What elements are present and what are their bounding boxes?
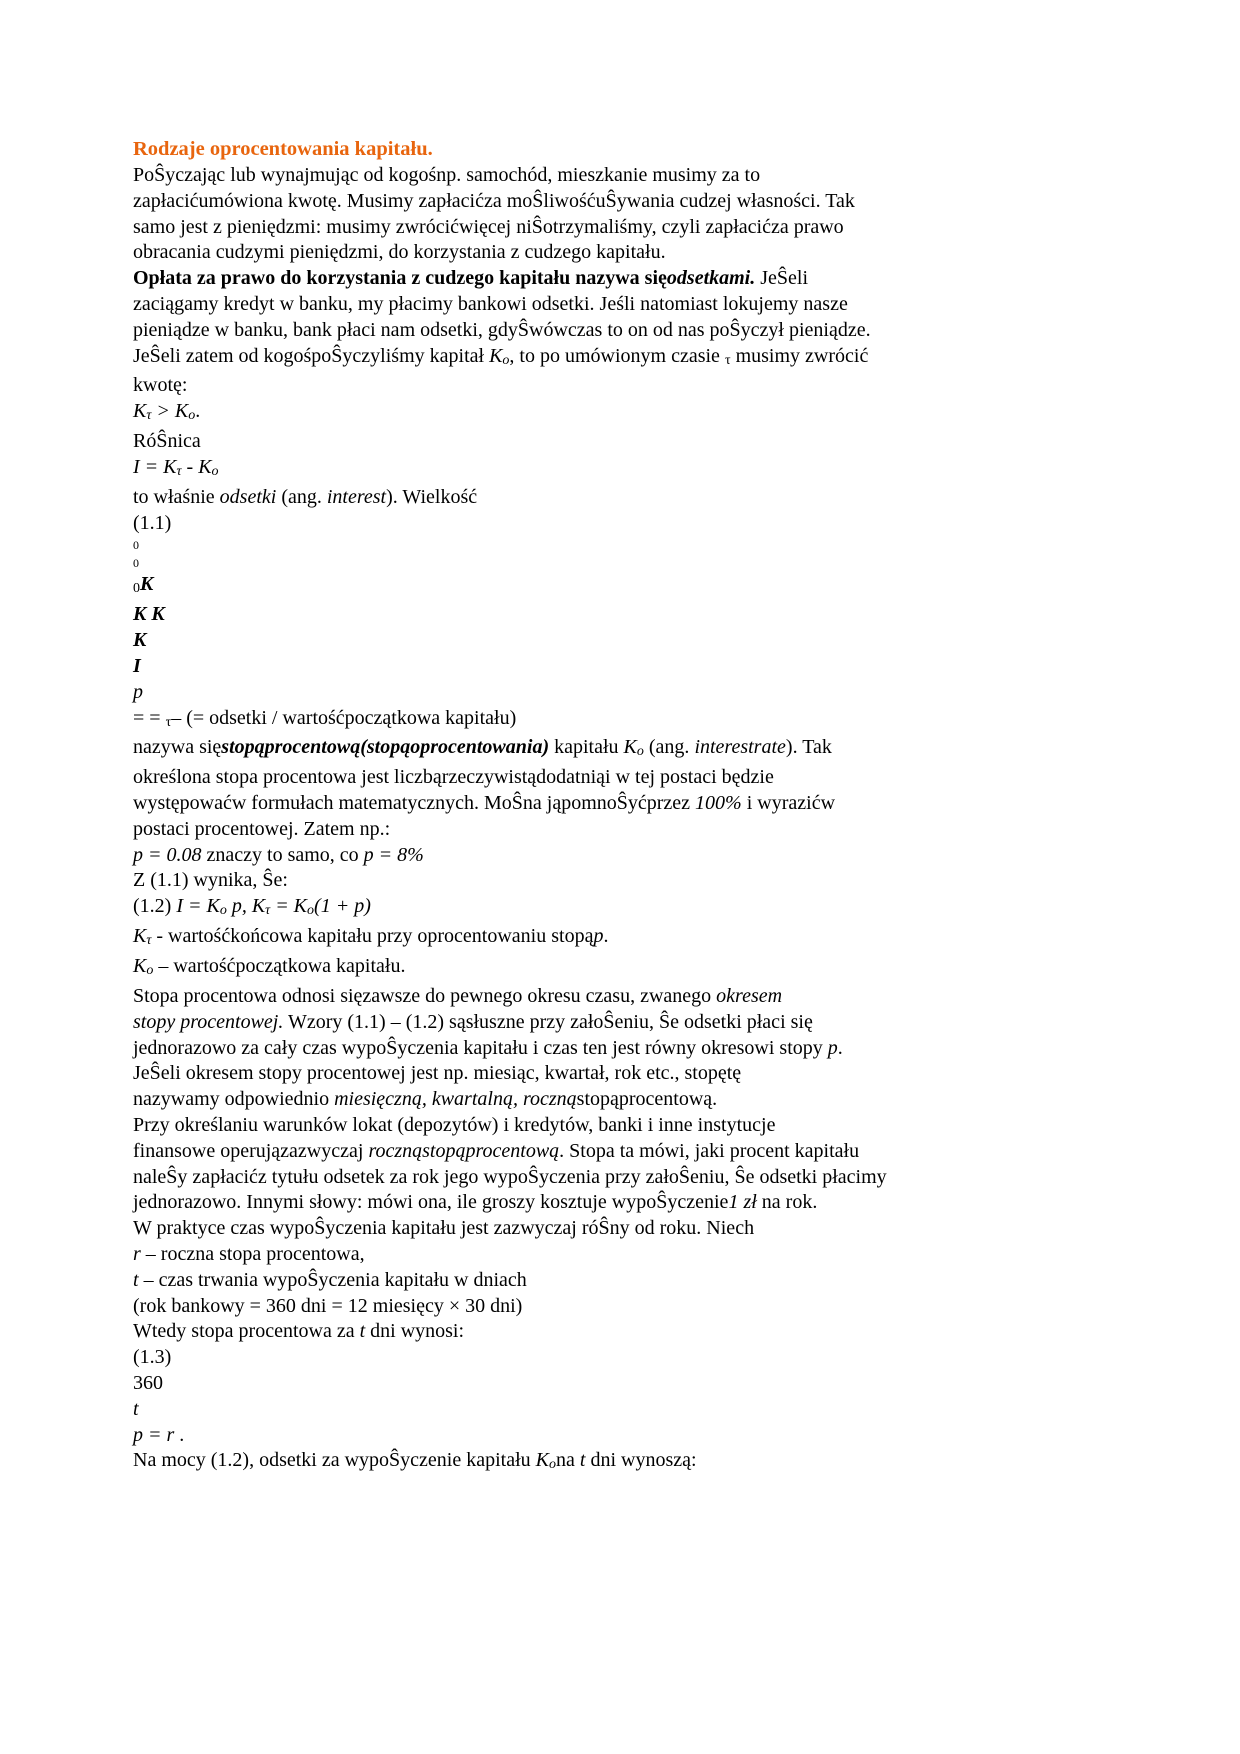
text-line bbox=[133, 455, 1133, 485]
text-segment: kwotę: bbox=[133, 374, 188, 397]
text-segment: odsetki bbox=[219, 485, 277, 508]
text-segment: t bbox=[133, 1268, 139, 1291]
text-segment: na rok. bbox=[756, 1191, 818, 1214]
text-line bbox=[133, 1061, 1133, 1087]
text-segment: K bbox=[133, 629, 147, 652]
text-line bbox=[133, 429, 1133, 455]
text-line bbox=[133, 868, 1133, 894]
text-segment: > bbox=[151, 400, 175, 423]
text-segment: – wartośćpoczątkowa kapitału. bbox=[153, 955, 406, 978]
text-line bbox=[133, 1010, 1133, 1036]
text-line bbox=[133, 485, 1133, 511]
text-segment: K bbox=[133, 400, 147, 423]
text-segment: musimy zwrócić bbox=[730, 344, 869, 367]
text-line bbox=[133, 373, 1133, 399]
text-segment: p bbox=[593, 925, 604, 948]
text-segment: t bbox=[133, 1397, 139, 1420]
text-segment: na bbox=[556, 1449, 580, 1472]
text-segment: (ang. bbox=[643, 736, 695, 759]
text-line bbox=[133, 765, 1133, 791]
text-segment: (1.3) bbox=[133, 1346, 172, 1369]
text-line bbox=[133, 1139, 1133, 1165]
text-segment: t bbox=[579, 1449, 586, 1472]
text-segment: kapitału bbox=[549, 736, 624, 759]
text-segment: p bbox=[133, 680, 143, 703]
text-segment: interestrate bbox=[694, 736, 786, 759]
text-segment: zapłacićumówiona kwotę. Musimy zapłacićza moŜliwośćuŜywania cudzej własności. Tak bbox=[133, 189, 855, 212]
text-segment: K bbox=[133, 955, 147, 978]
text-segment: znaczy to samo, co bbox=[201, 843, 364, 866]
text-segment: występowaćw formułach matematycznych. MoŜna jąpomnoŜyćprzez bbox=[133, 792, 696, 815]
text-segment: PoŜyczając lub wynajmując od kogośnp. samochód, mieszkanie musimy za to bbox=[133, 164, 761, 186]
text-segment: K bbox=[489, 344, 503, 367]
text-segment: o bbox=[146, 963, 154, 979]
text-line bbox=[133, 318, 1133, 344]
text-segment: (1 + p) bbox=[314, 895, 371, 918]
text-line bbox=[133, 628, 1133, 654]
document-body bbox=[133, 163, 1133, 1478]
text-line bbox=[133, 536, 1133, 554]
text-line bbox=[133, 791, 1133, 817]
text-line bbox=[133, 1319, 1133, 1345]
text-segment: K bbox=[174, 400, 189, 423]
text-segment: to właśnie bbox=[133, 485, 220, 508]
document-title: Rodzaje oprocentowania kapitału. bbox=[133, 138, 433, 160]
text-segment: jednorazowo za cały czas wypoŜyczenia kapitału i czas ten jest równy okresowi stopy bbox=[133, 1036, 828, 1059]
text-segment: postaci procentowej. Zatem np.: bbox=[133, 817, 391, 840]
text-segment: dni wynosi: bbox=[365, 1320, 465, 1343]
text-segment: (1.1) bbox=[133, 511, 172, 534]
text-segment: odsetkami. bbox=[666, 267, 756, 290]
text-segment: nazywa się bbox=[133, 736, 222, 759]
text-segment: = K bbox=[270, 895, 308, 918]
text-line bbox=[133, 924, 1133, 954]
text-segment: – czas trwania wypoŜyczenia kapitału w dniach bbox=[138, 1268, 527, 1291]
text-line bbox=[133, 654, 1133, 680]
text-line bbox=[133, 735, 1133, 765]
text-segment: - wartośćkońcowa kapitału przy oprocentowaniu stopą bbox=[151, 925, 594, 948]
text-segment: τ bbox=[265, 903, 271, 919]
text-segment: określona stopa procentowa jest liczbąrzeczywistądodatniąi w tej postaci będzie bbox=[133, 766, 774, 789]
text-segment: stopąprocentową bbox=[221, 736, 361, 759]
text-segment: stopąprocentową. bbox=[576, 1088, 718, 1111]
text-segment: = bbox=[139, 455, 164, 478]
text-line bbox=[133, 163, 1133, 189]
text-segment: K bbox=[535, 1449, 549, 1472]
text-segment: p = 0.08 bbox=[133, 843, 202, 866]
text-segment: p, K bbox=[226, 895, 266, 918]
text-segment: K bbox=[198, 455, 212, 478]
text-line bbox=[133, 1036, 1133, 1062]
text-segment: = = bbox=[133, 706, 166, 729]
text-segment: ). Wielkość bbox=[386, 485, 478, 508]
text-segment: – roczna stopa procentowa, bbox=[140, 1242, 365, 1265]
text-segment: t bbox=[359, 1320, 366, 1343]
text-line bbox=[133, 1190, 1133, 1216]
text-segment: – (= odsetki / wartośćpoczątkowa kapitału) bbox=[171, 706, 517, 729]
text-line bbox=[133, 706, 1133, 736]
text-segment: τ bbox=[165, 714, 172, 730]
text-segment: naleŜy zapłacićz tytułu odsetek za rok jego wypoŜyczenia przy załoŜeniu, Ŝe odsetki płacimy bbox=[133, 1165, 887, 1188]
text-line bbox=[133, 1371, 1133, 1397]
text-segment: JeŜeli bbox=[755, 267, 809, 290]
text-segment: τ bbox=[724, 352, 731, 368]
text-line bbox=[133, 292, 1133, 318]
text-segment: zaciągamy kredyt w banku, my płacimy bankowi odsetki. Jeśli natomiast lokujemy nasze bbox=[133, 292, 848, 315]
text-segment: I bbox=[133, 455, 140, 478]
text-segment: . bbox=[837, 1036, 843, 1059]
text-line bbox=[133, 399, 1133, 429]
text-segment: K bbox=[623, 736, 637, 759]
document-page bbox=[133, 136, 1133, 1478]
text-segment: . bbox=[174, 1423, 185, 1446]
text-line bbox=[133, 554, 1133, 572]
text-segment: p = 8% bbox=[363, 843, 424, 866]
text-line bbox=[133, 1294, 1133, 1320]
text-segment: Na mocy (1.2), odsetki za wypoŜyczenie kapitału bbox=[133, 1449, 536, 1472]
text-segment: jednorazowo. Innymi słowy: mówi ona, ile groszy kosztuje wypoŜyczenie bbox=[133, 1191, 729, 1214]
text-segment: (rok bankowy = 360 dni = 12 miesięcy × 30 dni) bbox=[133, 1294, 523, 1317]
text-segment: Z (1.1) wynika, Ŝe: bbox=[133, 869, 288, 892]
text-line bbox=[133, 894, 1133, 924]
text-segment: Wtedy stopa procentowa za bbox=[133, 1320, 360, 1343]
text-segment: W praktyce czas wypoŜyczenia kapitału jest zazwyczaj róŜny od roku. Niech bbox=[133, 1217, 755, 1240]
text-segment: τ bbox=[146, 933, 152, 949]
text-line bbox=[133, 843, 1133, 869]
text-line bbox=[133, 1448, 1133, 1478]
text-segment: K bbox=[133, 925, 147, 948]
text-segment: ). Tak bbox=[785, 736, 832, 759]
text-segment: RóŜnica bbox=[133, 430, 201, 453]
text-segment: rocznąstopąprocentową bbox=[368, 1139, 560, 1162]
text-segment: K bbox=[163, 455, 177, 478]
text-line bbox=[133, 189, 1133, 215]
text-segment: JeŜeli zatem od kogośpoŜyczyliśmy kapitał bbox=[133, 344, 490, 367]
text-segment: 0 bbox=[133, 538, 139, 553]
text-segment: okresem bbox=[716, 984, 783, 1007]
text-line bbox=[133, 215, 1133, 241]
text-segment: . bbox=[603, 925, 609, 948]
text-line bbox=[133, 1216, 1133, 1242]
text-segment: (1.2) bbox=[133, 895, 177, 918]
text-segment: p = r bbox=[133, 1423, 175, 1446]
text-segment: I bbox=[133, 654, 141, 677]
text-line bbox=[133, 511, 1133, 537]
text-line bbox=[133, 680, 1133, 706]
text-line bbox=[133, 1345, 1133, 1371]
text-line bbox=[133, 1268, 1133, 1294]
text-line bbox=[133, 1242, 1133, 1268]
text-segment: , to po umówionym czasie bbox=[509, 344, 725, 367]
text-segment: (ang. bbox=[276, 485, 327, 508]
text-line bbox=[133, 817, 1133, 843]
text-segment: 0 bbox=[133, 581, 140, 597]
text-segment: τ bbox=[146, 408, 152, 424]
text-line bbox=[133, 266, 1133, 292]
text-segment: Wzory (1.1) – (1.2) sąsłuszne przy załoŜeniu, Ŝe odsetki płaci się bbox=[283, 1010, 813, 1033]
text-segment: r bbox=[133, 1242, 141, 1265]
text-line bbox=[133, 1397, 1133, 1423]
text-line bbox=[133, 1423, 1133, 1449]
text-segment: K K bbox=[133, 603, 165, 626]
text-segment: miesięczną, kwartalną, roczną bbox=[334, 1088, 577, 1111]
text-segment: . Stopa ta mówi, jaki procent kapitału bbox=[559, 1139, 860, 1162]
text-segment: obracania cudzymi pieniędzmi, do korzystania z cudzego kapitału. bbox=[133, 241, 666, 264]
text-segment: Stopa procentowa odnosi sięzawsze do pewnego okresu czasu, zwanego bbox=[133, 984, 717, 1007]
text-segment: finansowe operujązazwyczaj bbox=[133, 1139, 369, 1162]
text-segment: o bbox=[188, 408, 196, 424]
text-segment: o bbox=[219, 903, 227, 919]
text-segment: samo jest z pieniędzmi: musimy zwrócićwięcej niŜotrzymaliśmy, czyli zapłacićza prawo bbox=[133, 215, 844, 238]
text-segment: o bbox=[636, 744, 644, 760]
text-segment: 0 bbox=[133, 556, 139, 571]
text-segment: K bbox=[140, 573, 154, 596]
text-segment: stopy procentowej. bbox=[133, 1010, 284, 1033]
text-segment: JeŜeli okresem stopy procentowej jest np. miesiąc, kwartał, rok etc., stopętę bbox=[133, 1062, 742, 1085]
text-segment: dni wynoszą: bbox=[585, 1449, 697, 1472]
text-line bbox=[133, 954, 1133, 984]
text-segment: 360 bbox=[133, 1371, 163, 1394]
text-segment: 100% bbox=[695, 792, 742, 815]
text-segment: o bbox=[549, 1457, 556, 1473]
text-line bbox=[133, 240, 1133, 266]
text-line bbox=[133, 1087, 1133, 1113]
text-line bbox=[133, 344, 1133, 374]
text-segment: p bbox=[827, 1036, 838, 1059]
text-segment: τ bbox=[176, 464, 182, 480]
text-segment: o bbox=[502, 352, 510, 368]
text-line bbox=[133, 1165, 1133, 1191]
text-segment: Przy określaniu warunków lokat (depozytów) i kredytów, banki i inne instytucje bbox=[133, 1113, 776, 1136]
text-line bbox=[133, 984, 1133, 1010]
text-segment: - bbox=[181, 455, 199, 478]
text-line bbox=[133, 572, 1133, 602]
text-segment: I = K bbox=[176, 895, 220, 918]
text-segment: . bbox=[195, 400, 201, 423]
text-segment: (stopąoprocentowania) bbox=[360, 736, 550, 759]
text-segment: nazywamy odpowiednio bbox=[133, 1088, 335, 1111]
text-segment: interest bbox=[326, 485, 387, 508]
text-segment: o bbox=[211, 464, 219, 480]
text-segment: i wyrazićw bbox=[741, 792, 836, 815]
text-line bbox=[133, 1113, 1133, 1139]
text-segment: 1 zł bbox=[728, 1191, 757, 1214]
text-segment: pieniądze w banku, bank płaci nam odsetki, gdyŜwówczas to on od nas poŜyczył pieniądze. bbox=[133, 318, 871, 341]
text-line bbox=[133, 602, 1133, 628]
text-segment: o bbox=[307, 903, 315, 919]
text-segment: Opłata za prawo do korzystania z cudzego kapitału nazywa się bbox=[133, 267, 667, 290]
